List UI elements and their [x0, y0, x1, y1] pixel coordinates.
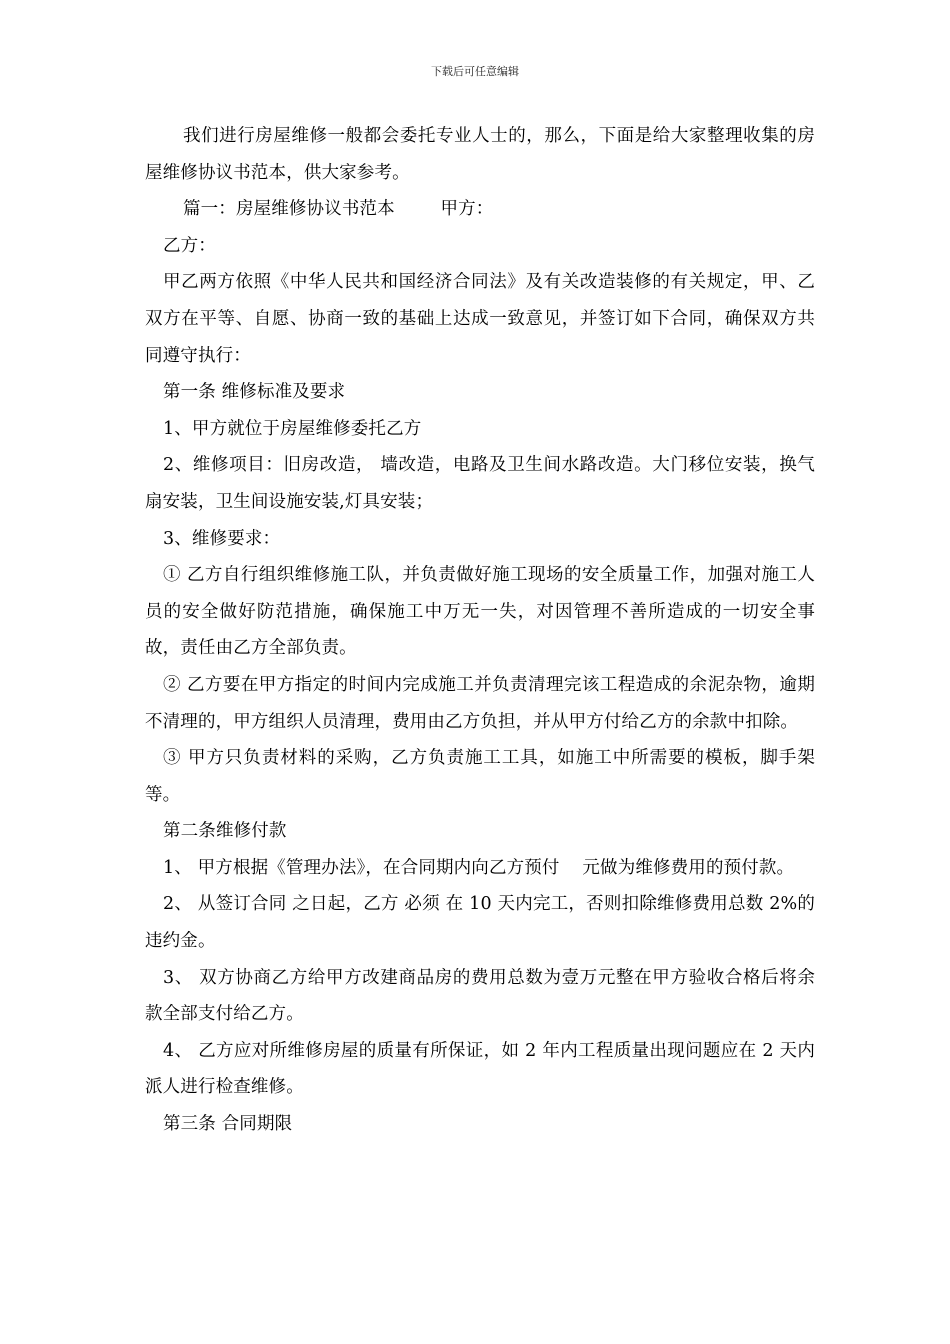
paragraph-section-title: 篇一：房屋维修协议书范本 甲方： — [183, 199, 494, 220]
paragraph-preamble: 甲乙两方依照《中华人民共和国经济合同法》及有关改造装修的有关规定，甲、乙双方在平等、自愿、协商一致的基础上达成一致意见，并签订如下合同，确保双方共同遵守执行： — [145, 272, 815, 366]
paragraph-article-2-item-2: 2、 从签订合同 之日起，乙方 必须 在 10 天内完工，否则扣除维修费用总数 2%的 违约金。 — [145, 894, 821, 952]
paragraph-article-1-item-2: 2、维修项目：旧房改造， 墙改造，电路及卫生间水路改造。大门移位安装，换气扇安装，卫生间设施安装,灯具安装； — [145, 455, 815, 512]
paragraph-article-2-item-3: 3、 双方协商乙方给甲方改建商品房的费用总数为壹万元整在甲方验收合格后将余款全部支付给乙方。 — [145, 967, 815, 1025]
paragraph-article-1-item-3: 3、维修要求： — [163, 528, 281, 549]
paragraph-intro: 我们进行房屋维修一般都会委托专业人士的，那么，下面是给大家整理收集的房屋维修协议书范本，供大家参考。 — [145, 126, 815, 183]
document-body — [145, 118, 821, 1143]
paragraph-article-2-item-1: 1、 甲方根据《管理办法》，在合同期内向乙方预付 元做为维修费用的预付款。 — [163, 857, 795, 878]
paragraph-article-1-title: 第一条 维修标准及要求 — [163, 382, 346, 403]
paragraph-article-2-title: 第二条维修付款 — [163, 821, 287, 842]
page-header-note: 下载后可任意编辑 — [431, 65, 519, 78]
paragraph-party-b: 乙方： — [163, 235, 216, 256]
paragraph-requirement-3: ③ 甲方只负责材料的采购，乙方负责施工工具，如施工中所需要的模板，脚手架等。 — [145, 748, 815, 805]
paragraph-requirement-2: ② 乙方要在甲方指定的时间内完成施工并负责清理完该工程造成的余泥杂物，逾期不清理的，甲方组织人员清理，费用由乙方负担，并从甲方付给乙方的余款中扣除。 — [145, 674, 815, 732]
paragraph-requirement-1: ① 乙方自行组织维修施工队，并负责做好施工现场的安全质量工作，加强对施工人员的安全做好防范措施，确保施工中万无一失，对因管理不善所造成的一切安全事故，责任由乙方全部负责。 — [145, 565, 815, 659]
paragraph-article-3-title: 第三条 合同期限 — [163, 1114, 293, 1135]
paragraph-article-1-item-1: 1、甲方就位于房屋维修委托乙方 — [163, 418, 422, 439]
paragraph-article-2-item-4: 4、 乙方应对所维修房屋的质量有所保证，如 2 年内工程质量出现问题应在 2 天内派人进行检查维修。 — [145, 1040, 815, 1098]
